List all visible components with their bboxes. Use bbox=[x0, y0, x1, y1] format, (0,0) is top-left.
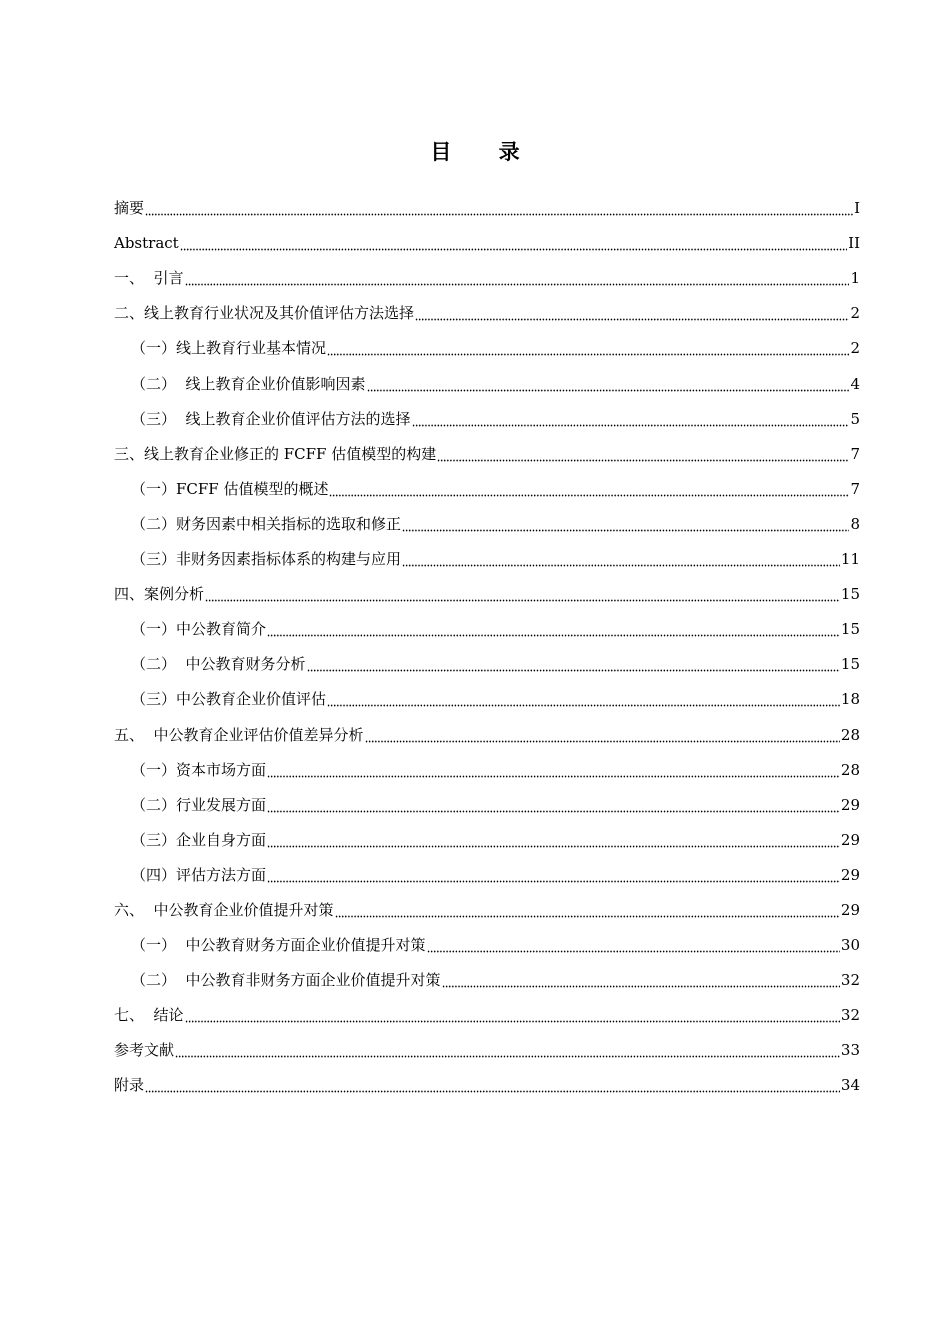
toc-entry-label: 四、案例分析 bbox=[114, 585, 205, 604]
dot-leader bbox=[327, 687, 840, 707]
toc-entry-ch3-2[interactable] bbox=[114, 507, 860, 542]
toc-entry-label: 参考文献 bbox=[114, 1041, 175, 1060]
toc-entry-ch5-2[interactable] bbox=[114, 788, 860, 823]
toc-entry-label: 一、 引言 bbox=[114, 269, 184, 288]
toc-entry-page-number: 29 bbox=[840, 900, 860, 919]
toc-entry-abstract-cn[interactable] bbox=[114, 191, 860, 226]
toc-entry-page-number: 2 bbox=[850, 339, 860, 358]
toc-entry-label: （一）线上教育行业基本情况 bbox=[131, 339, 327, 358]
dot-leader bbox=[427, 933, 840, 953]
toc-entry-page-number: 18 bbox=[840, 690, 860, 709]
toc-entry-page-number: 2 bbox=[850, 304, 860, 323]
toc-entry-ch4-3[interactable] bbox=[114, 682, 860, 717]
toc-entry-label: （二） 中公教育财务分析 bbox=[131, 655, 306, 674]
toc-entry-label: （四）评估方法方面 bbox=[131, 865, 267, 884]
toc-entry-ch2-1[interactable] bbox=[114, 331, 860, 366]
toc-entry-ch6-2[interactable] bbox=[114, 963, 860, 998]
toc-entry-label: （二） 线上教育企业价值影响因素 bbox=[131, 374, 366, 393]
dot-leader bbox=[267, 863, 840, 883]
dot-leader bbox=[335, 898, 840, 918]
dot-leader bbox=[267, 617, 840, 637]
toc-entry-page-number: 11 bbox=[840, 550, 860, 569]
toc-entry-ch7[interactable] bbox=[114, 998, 860, 1033]
toc-entry-page-number: 28 bbox=[840, 760, 860, 779]
toc-entry-page-number: 4 bbox=[850, 374, 860, 393]
dot-leader bbox=[402, 512, 849, 532]
toc-entry-label: （一）中公教育简介 bbox=[131, 620, 267, 639]
toc-entry-page-number: 29 bbox=[840, 830, 860, 849]
toc-entry-page-number: 8 bbox=[850, 514, 860, 533]
dot-leader bbox=[185, 266, 850, 286]
dot-leader bbox=[307, 652, 840, 672]
toc-entry-ch2-3[interactable] bbox=[114, 402, 860, 437]
toc-entry-label: 七、 结论 bbox=[114, 1006, 184, 1025]
dot-leader bbox=[205, 582, 840, 602]
dot-leader bbox=[180, 231, 847, 251]
toc-entry-label: （三）企业自身方面 bbox=[131, 830, 267, 849]
toc-entry-page-number: 33 bbox=[840, 1041, 860, 1060]
dot-leader bbox=[329, 477, 849, 497]
toc-entry-ch3-1[interactable] bbox=[114, 472, 860, 507]
toc-entry-label: 摘要 bbox=[114, 199, 145, 218]
toc-entry-ch4-1[interactable] bbox=[114, 612, 860, 647]
toc-entry-label: 三、线上教育企业修正的 FCFF 估值模型的构建 bbox=[114, 444, 437, 463]
dot-leader bbox=[267, 758, 840, 778]
toc-entry-ch5-1[interactable] bbox=[114, 753, 860, 788]
toc-entry-ch4[interactable] bbox=[114, 577, 860, 612]
toc-entry-label: Abstract bbox=[114, 234, 179, 253]
dot-leader bbox=[437, 442, 849, 462]
dot-leader bbox=[267, 793, 840, 813]
toc-title: 目 录 bbox=[430, 140, 540, 164]
toc-entry-ch6-1[interactable] bbox=[114, 928, 860, 963]
dot-leader bbox=[327, 336, 849, 356]
toc-entry-ch5[interactable] bbox=[114, 717, 860, 752]
toc-entry-references[interactable] bbox=[114, 1033, 860, 1068]
toc-entry-label: 六、 中公教育企业价值提升对策 bbox=[114, 900, 334, 919]
toc-entry-ch3[interactable] bbox=[114, 437, 860, 472]
toc-entry-page-number: 7 bbox=[850, 479, 860, 498]
dot-leader bbox=[185, 1003, 840, 1023]
toc-list bbox=[114, 191, 860, 1103]
toc-entry-page-number: 34 bbox=[840, 1076, 860, 1095]
toc-entry-ch4-2[interactable] bbox=[114, 647, 860, 682]
dot-leader bbox=[267, 828, 840, 848]
toc-entry-page-number: I bbox=[854, 199, 860, 218]
toc-entry-label: 二、线上教育行业状况及其价值评估方法选择 bbox=[114, 304, 415, 323]
toc-entry-page-number: 15 bbox=[840, 585, 860, 604]
toc-entry-page-number: 15 bbox=[840, 655, 860, 674]
dot-leader bbox=[415, 301, 849, 321]
dot-leader bbox=[145, 1073, 840, 1093]
dot-leader bbox=[412, 407, 850, 427]
toc-entry-label: （三）中公教育企业价值评估 bbox=[131, 690, 327, 709]
dot-leader bbox=[365, 723, 840, 743]
dot-leader bbox=[145, 196, 853, 216]
toc-entry-ch5-4[interactable] bbox=[114, 858, 860, 893]
toc-entry-page-number: 32 bbox=[840, 971, 860, 990]
toc-entry-page-number: 29 bbox=[840, 865, 860, 884]
toc-entry-label: （三） 线上教育企业价值评估方法的选择 bbox=[131, 409, 411, 428]
toc-entry-abstract-en[interactable] bbox=[114, 226, 860, 261]
dot-leader bbox=[442, 968, 840, 988]
toc-entry-ch2-2[interactable] bbox=[114, 366, 860, 401]
toc-entry-page-number: 7 bbox=[850, 444, 860, 463]
toc-entry-page-number: 30 bbox=[840, 936, 860, 955]
toc-entry-label: （一）资本市场方面 bbox=[131, 760, 267, 779]
toc-entry-label: （二） 中公教育非财务方面企业价值提升对策 bbox=[131, 971, 441, 990]
toc-entry-appendix[interactable] bbox=[114, 1068, 860, 1103]
toc-entry-page-number: 1 bbox=[850, 269, 860, 288]
toc-entry-ch1[interactable] bbox=[114, 261, 860, 296]
dot-leader bbox=[175, 1038, 840, 1058]
toc-entry-ch2[interactable] bbox=[114, 296, 860, 331]
toc-entry-ch6[interactable] bbox=[114, 893, 860, 928]
toc-entry-label: 附录 bbox=[114, 1076, 145, 1095]
toc-entry-ch3-3[interactable] bbox=[114, 542, 860, 577]
toc-entry-page-number: 32 bbox=[840, 1006, 860, 1025]
toc-entry-label: （一） 中公教育财务方面企业价值提升对策 bbox=[131, 936, 426, 955]
toc-entry-label: 五、 中公教育企业评估价值差异分析 bbox=[114, 725, 364, 744]
toc-entry-label: （二）行业发展方面 bbox=[131, 795, 267, 814]
toc-entry-page-number: 29 bbox=[840, 795, 860, 814]
toc-entry-label: （一）FCFF 估值模型的概述 bbox=[131, 479, 329, 498]
dot-leader bbox=[402, 547, 840, 567]
toc-entry-page-number: 15 bbox=[840, 620, 860, 639]
toc-entry-label: （三）非财务因素指标体系的构建与应用 bbox=[131, 550, 402, 569]
toc-entry-ch5-3[interactable] bbox=[114, 823, 860, 858]
toc-entry-page-number: 28 bbox=[840, 725, 860, 744]
dot-leader bbox=[367, 372, 850, 392]
toc-entry-label: （二）财务因素中相关指标的选取和修正 bbox=[131, 514, 402, 533]
toc-entry-page-number: II bbox=[848, 234, 860, 253]
toc-entry-page-number: 5 bbox=[850, 409, 860, 428]
